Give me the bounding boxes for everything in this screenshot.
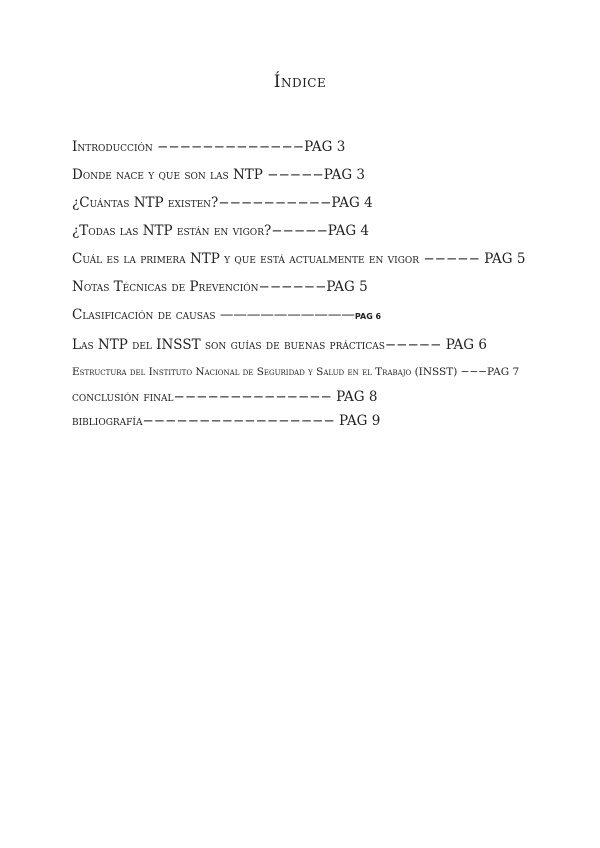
toc-entry-text: conclusión final−−−−−−−−−−−−−− PAG 8 <box>72 389 378 405</box>
toc-entry-conclusion <box>72 385 572 409</box>
toc-entry-text: Donde nace y que son las NTP −−−−−PAG 3 <box>72 167 365 183</box>
toc-entry-notas-tecnicas <box>72 273 572 301</box>
toc-entry-todas-vigor <box>72 217 572 245</box>
toc-entry-text: Introducción −−−−−−−−−−−−−PAG 3 <box>72 139 346 155</box>
toc-entry-text: Las NTP del INSST son guías de buenas prácticas−−−−− PAG 6 <box>72 337 487 353</box>
page-title: Índice <box>273 72 327 92</box>
toc-entry-text: bibliografía−−−−−−−−−−−−−−−−− PAG 9 <box>72 413 381 429</box>
table-of-contents <box>72 133 572 433</box>
toc-entry-text: ¿Todas las NTP están en vigor?−−−−−PAG 4 <box>72 223 370 239</box>
toc-entry-page: PAG 6 <box>354 312 382 321</box>
toc-entry-cuantas-ntp <box>72 189 572 217</box>
toc-entry-donde-nace <box>72 161 572 189</box>
toc-entry-buenas-practicas <box>72 331 572 359</box>
toc-entry-bibliografia <box>72 409 572 433</box>
toc-entry-introduccion <box>72 133 572 161</box>
toc-entry-text: Estructura del Instituto Nacional de Seguridad y Salud en el Trabajo (INSST) −−−PAG 7 <box>72 366 520 378</box>
toc-entry-text: ¿Cuántas NTP existen?−−−−−−−−−−PAG 4 <box>72 195 373 211</box>
toc-entry-clasificacion <box>72 301 572 331</box>
toc-entry-text: Clasificación de causas —————————— <box>72 307 355 323</box>
toc-entry-estructura <box>72 359 572 385</box>
toc-entry-primera-ntp <box>72 245 572 273</box>
toc-entry-text: Cuál es la primera NTP y que está actualmente en vigor −−−−− PAG 5 <box>72 251 526 267</box>
toc-entry-text: Notas Técnicas de Prevención−−−−−−PAG 5 <box>72 279 368 295</box>
